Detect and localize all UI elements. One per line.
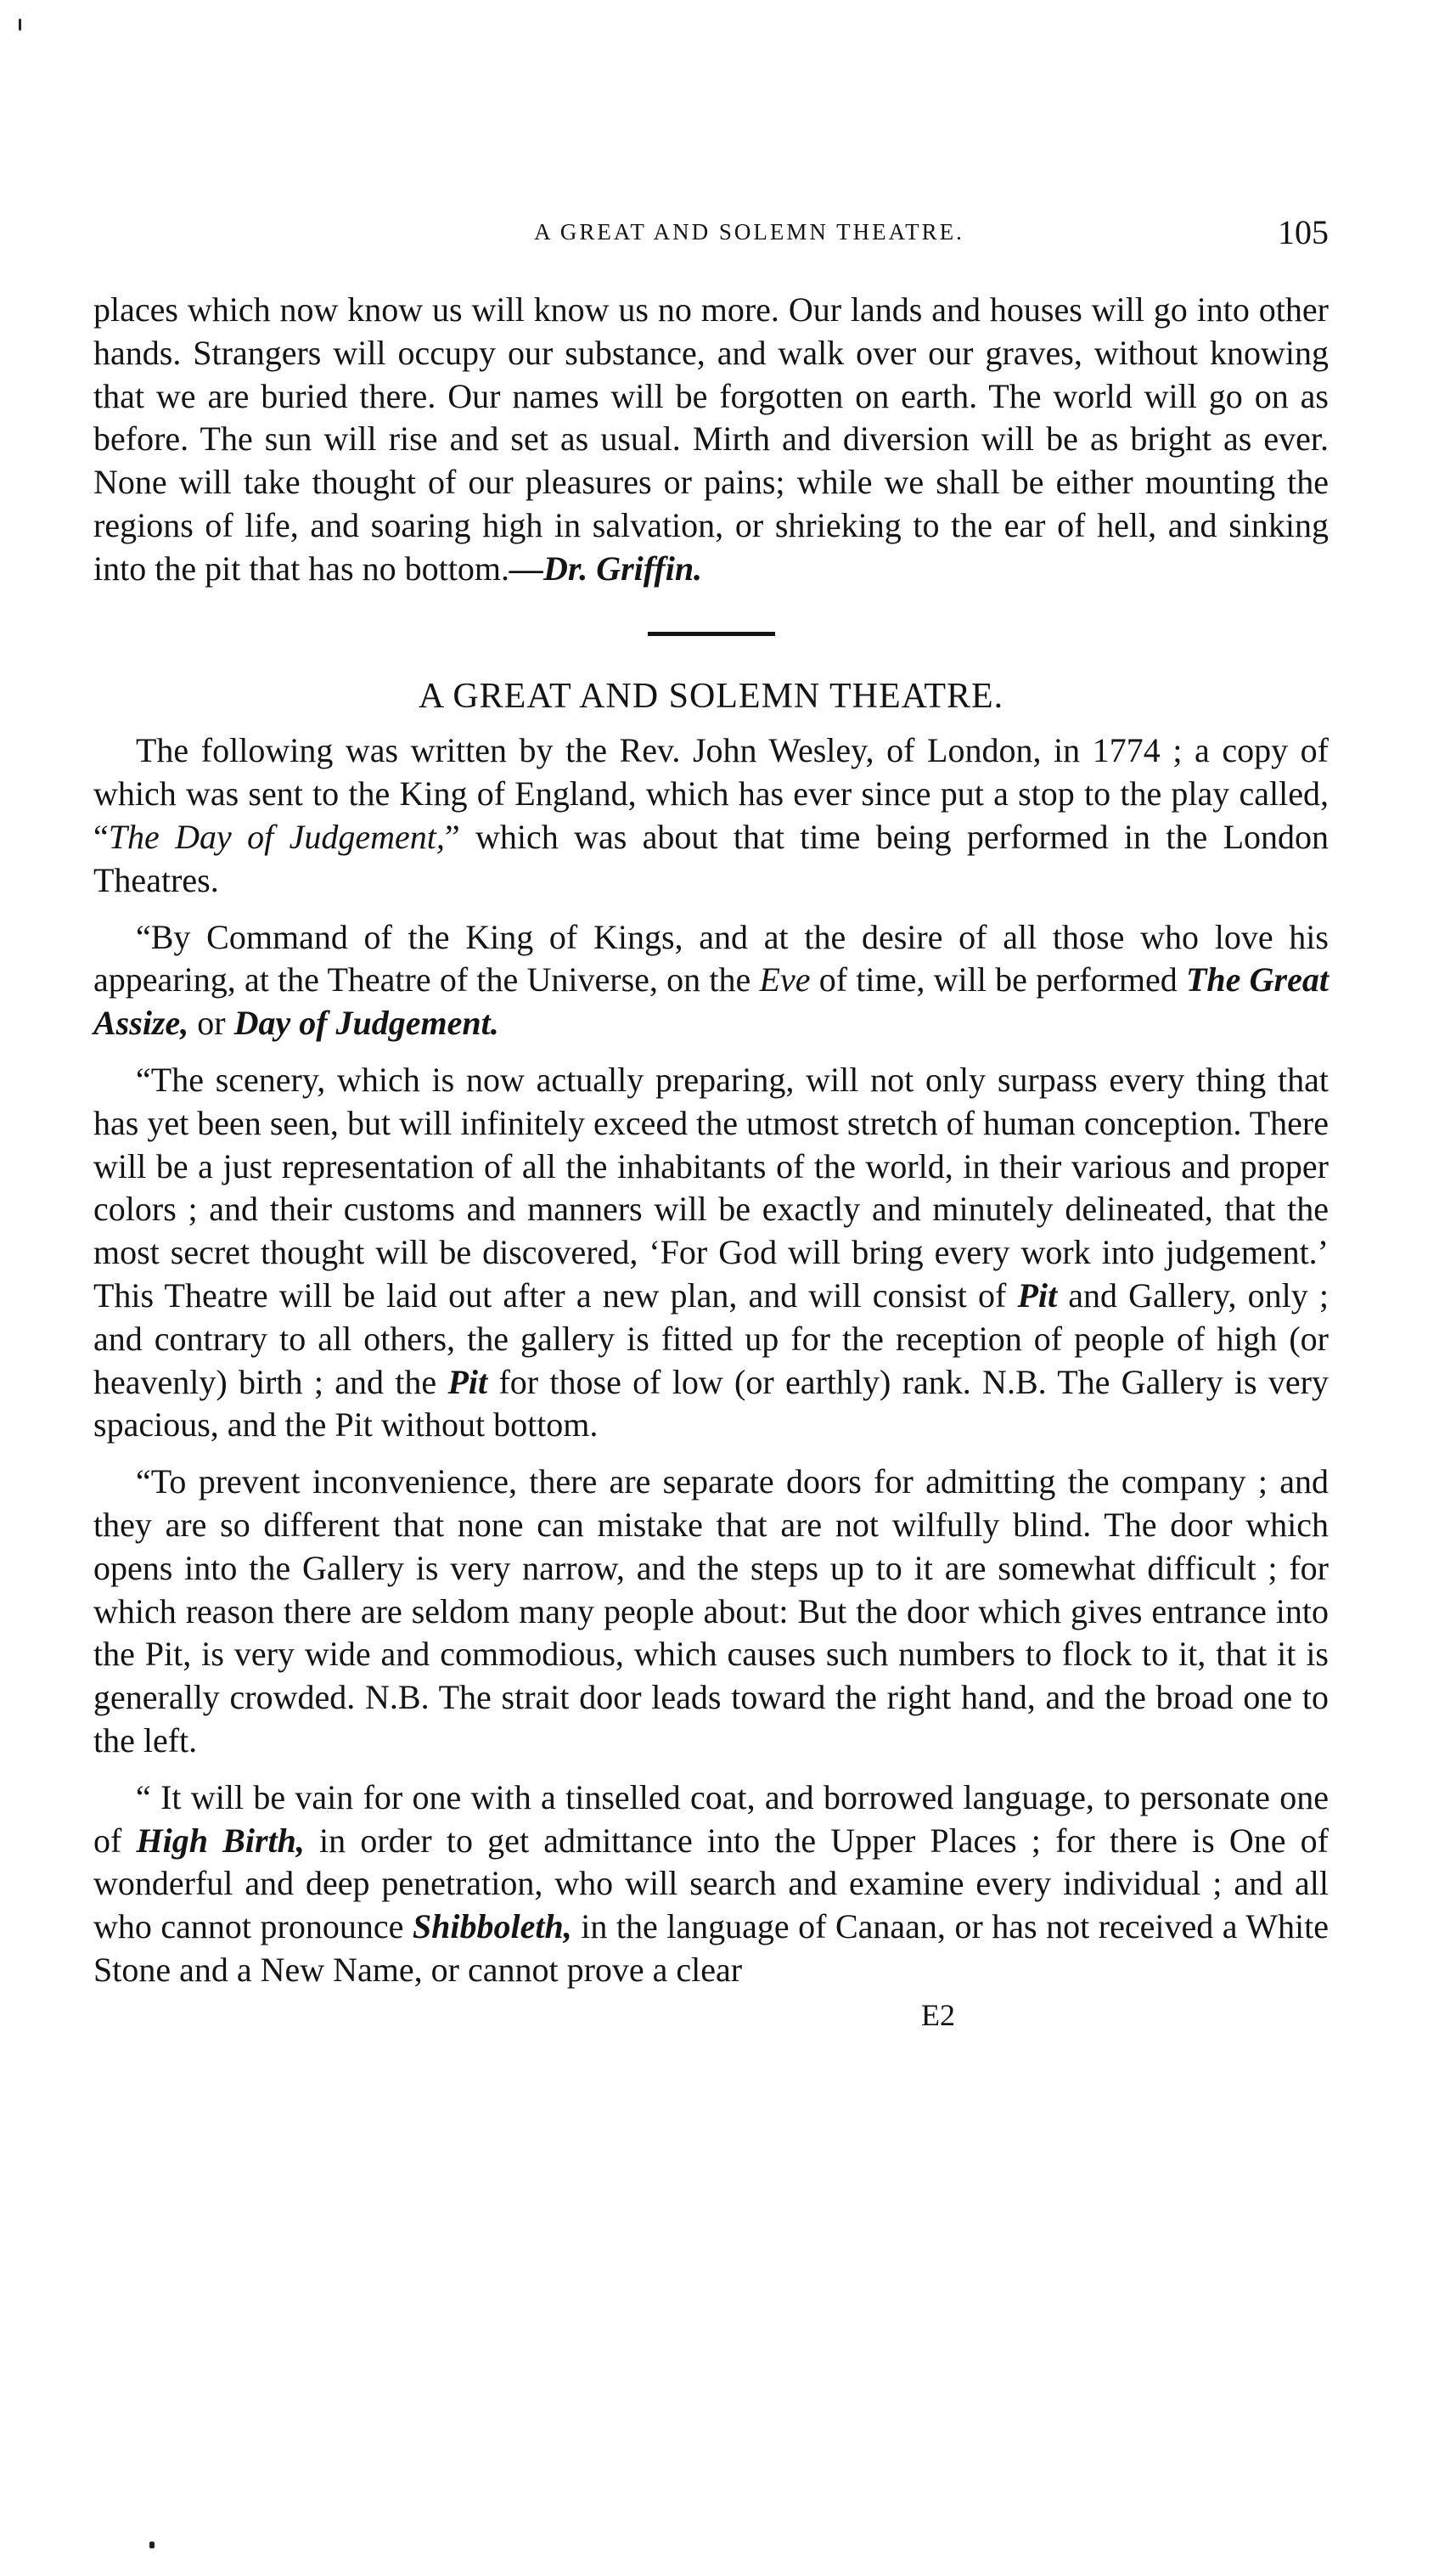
- opening-paragraph: [93, 289, 1329, 591]
- paragraph-text: The following was written by the Rev. John Wesley, of London, in 1774 ; a copy of which was sent to the King of England, which has ever since put a stop to the play called, “: [93, 731, 1329, 856]
- italic-day-of-judgement: Day of Judgement.: [233, 1004, 499, 1043]
- signature-mark: E2: [921, 1997, 955, 2032]
- paragraph-text: in order to get admittance into the Upper Places ; for there is One of wonderful and deep penetration, who will search and examine every individual ; and all who cannot pronounce: [93, 1821, 1329, 1946]
- section-divider-rule: [648, 632, 775, 636]
- paragraph-intro: [93, 729, 1329, 902]
- section-heading: A GREAT AND SOLEMN THEATRE.: [418, 676, 1004, 716]
- paragraph-text: for those of low (or earthly) rank. N.B. The Gallery is very spacious, and the Pit without bottom.: [93, 1362, 1329, 1444]
- opening-paragraph-text: places which now know us will know us no more. Our lands and houses will go into other hands. Strangers will occupy our substance, and walk over our graves, without knowing that we are buried there. Our names will be forgotten on earth. The world will go on as before. The sun will rise and set as usual. Mirth and diversion will be as bright as ever. None will take thought of our pleasures or pains; while we shall be either mounting the regions of life, and soaring high in salvation, or shrieking to the ear of hell, and sinking into the pit that has no bottom.: [93, 290, 1329, 588]
- running-title: A GREAT AND SOLEMN THEATRE.: [534, 219, 964, 245]
- page-number: 105: [1278, 213, 1329, 251]
- paragraph-text: in the language of Canaan, or has not received a White Stone and a New Name, or cannot prove a clear: [93, 1907, 1329, 1989]
- paragraph-text: “By Command of the King of Kings, and at the desire of all those who love his appearing, at the Theatre of the Universe, on the: [93, 917, 1329, 999]
- paragraph-high-birth: [93, 1776, 1329, 1992]
- italic-great-assize: The Great Assize,: [93, 960, 1329, 1043]
- scan-speck-bottom: [149, 2542, 155, 2548]
- italic-pit: Pit: [447, 1362, 488, 1401]
- italic-high-birth: High Birth,: [136, 1821, 305, 1860]
- italic-pit: Pit: [1017, 1275, 1058, 1315]
- italic-shibboleth: Shibboleth,: [412, 1907, 572, 1946]
- paragraph-text: of time, will be performed: [810, 960, 1186, 999]
- play-title-italic: The Day of Judgement,: [108, 817, 445, 856]
- running-head: [93, 213, 1329, 262]
- paragraph-text: ” which was about that time being performed in the London Theatres.: [93, 817, 1330, 899]
- paragraph-text: or: [188, 1004, 234, 1043]
- paragraph-scenery: [93, 1059, 1329, 1447]
- opening-signature: —Dr. Griffin.: [509, 549, 703, 588]
- paragraph-text: “The scenery, which is now actually preparing, will not only surpass every thing that has yet been seen, but will infinitely exceed the utmost stretch of human conception. There will be a just representation of all the inhabitants of the world, in their various and proper colors ; and their customs and manners will be exactly and minutely delineated, that the most secret thought will be discovered, ‘For God will bring every work into judgement.’ This Theatre will be laid out after a new plan, and will consist of: [93, 1060, 1329, 1315]
- paragraph-text: “ It will be vain for one with a tinselled coat, and borrowed language, to personate one of: [93, 1777, 1329, 1860]
- paragraph-doors: [93, 1461, 1329, 1763]
- italic-eve: Eve: [759, 960, 811, 999]
- scan-speck-top: [19, 19, 21, 31]
- paragraph-text: “To prevent inconvenience, there are separate doors for admitting the company ; and they are so different that none can mistake that are not wilfully blind. The door which opens into the Gallery is very narrow, and the steps up to it are somewhat difficult ; for which reason there are seldom many people about: But the door which gives entrance into the Pit, is very wide and commodious, which causes such numbers to flock to it, that it is generally crowded. N.B. The strait door leads toward the right hand, and the broad one to the left.: [93, 1462, 1329, 1759]
- paragraph-text: and Gallery, only ; and contrary to all others, the gallery is fitted up for the reception of people of high (or heavenly) birth ; and the: [93, 1275, 1329, 1401]
- paragraph-command: [93, 916, 1329, 1045]
- body-text: [93, 289, 1329, 2036]
